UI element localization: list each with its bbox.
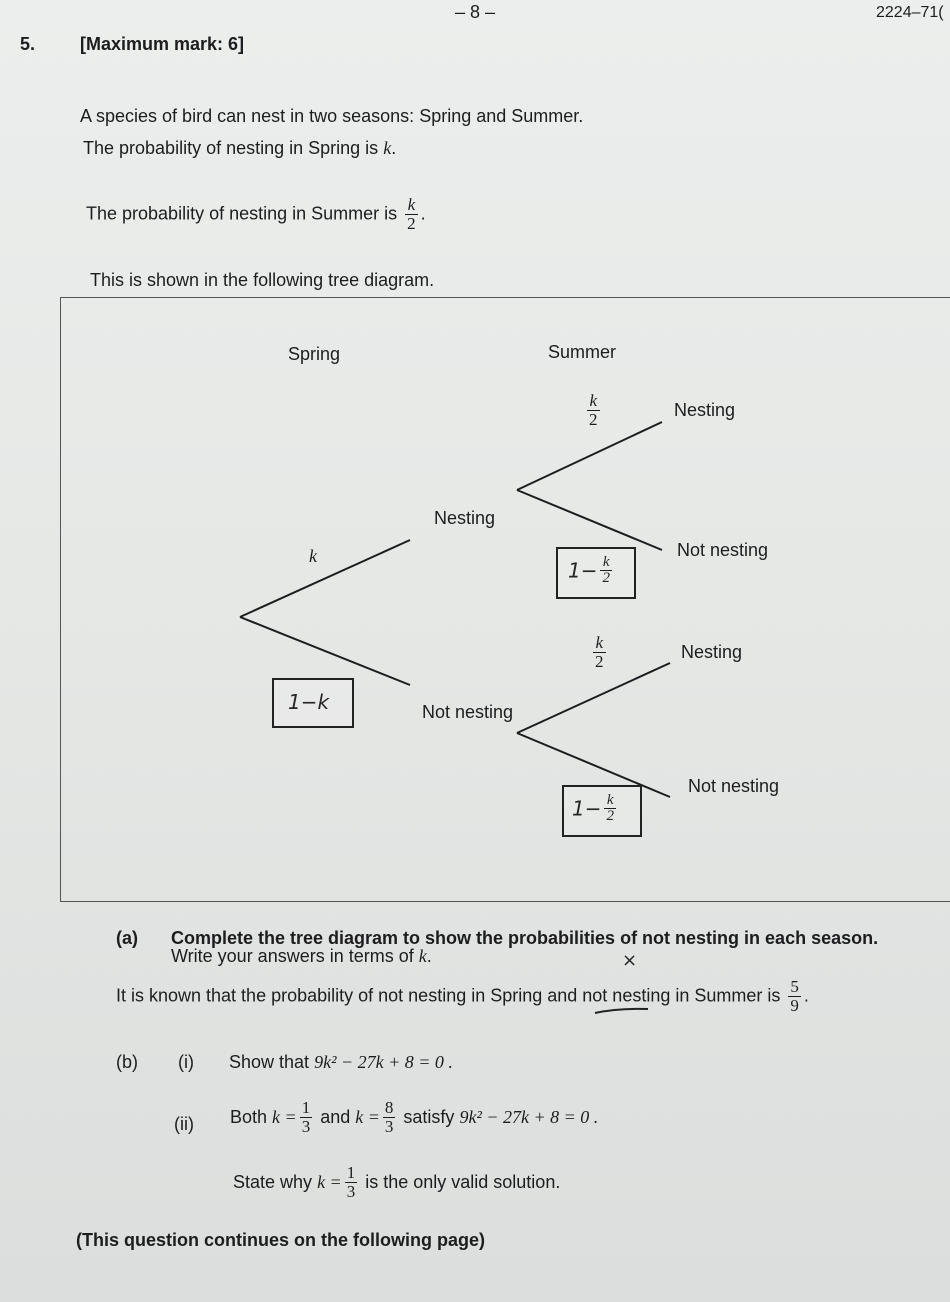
lower-summer-nesting-probability: $\frac{k}{2}$ — [595, 633, 604, 671]
given-probability-statement: It is known that the probability of not nesting in Spring and not nesting in Summer is $\frac{5}{9}$ . — [116, 977, 809, 1015]
spring-nesting-label: Nesting — [434, 508, 496, 528]
page-number: – 8 – — [455, 2, 496, 22]
upper-summer-not-nesting-label: Not nesting — [677, 540, 769, 560]
fraction-k-over-2: $\frac{k}{2}$ — [407, 195, 416, 233]
maximum-mark: [Maximum mark: 6] — [80, 34, 245, 54]
lower-summer-not-nesting-label: Not nesting — [688, 776, 780, 796]
upper-summer-not-nesting-answer: 1− $\frac{k}{2}$ — [568, 554, 610, 586]
intro-text-1: A species of bird can nest in two seasons: Spring and Summer. — [80, 106, 584, 126]
handwritten-cross-mark: × — [622, 950, 638, 971]
summer-header: Summer — [548, 342, 617, 362]
part-b-ii-text: Both k = $\frac{1}{3}$ and k = $\frac{8}{3}$ satisfy 9k² − 27k + 8 = 0 . — [230, 1098, 599, 1136]
intro-text-4: This is shown in the following tree diagram. — [90, 270, 435, 290]
part-b-ii-label: (ii) — [174, 1114, 194, 1134]
part-b-i-label: (i) — [178, 1052, 194, 1072]
continuation-note: (This question continues on the following page) — [76, 1230, 485, 1250]
question-number: 5. — [20, 34, 36, 54]
part-b-ii-state-why: State why k = $\frac{1}{3}$ is the only valid solution. — [233, 1163, 561, 1201]
upper-summer-nesting-label: Nesting — [674, 400, 736, 420]
part-a-label: (a) — [116, 928, 138, 948]
spring-not-nesting-label: Not nesting — [422, 702, 514, 722]
upper-summer-nesting-probability: $\frac{k}{2}$ — [589, 391, 598, 429]
part-b-label: (b) — [116, 1052, 138, 1072]
intro-text-2: The probability of nesting in Spring is k. — [83, 138, 397, 158]
exam-code: 2224–71( — [876, 4, 944, 21]
lower-summer-not-nesting-answer: 1− $\frac{k}{2}$ — [572, 792, 614, 824]
spring-header: Spring — [288, 344, 341, 364]
part-b-i-text: Show that 9k² − 27k + 8 = 0 . — [229, 1052, 453, 1072]
part-a-instruction: Complete the tree diagram to show the probabilities of not nesting in each season. — [171, 928, 879, 948]
spring-not-nesting-answer: 1−k — [288, 690, 330, 714]
part-a-instruction-2: Write your answers in terms of k. — [171, 946, 432, 966]
lower-summer-nesting-label: Nesting — [681, 642, 743, 662]
spring-nesting-probability: k — [309, 546, 317, 566]
intro-text-3: The probability of nesting in Summer is $\frac{k}{2}$ . — [86, 195, 426, 233]
